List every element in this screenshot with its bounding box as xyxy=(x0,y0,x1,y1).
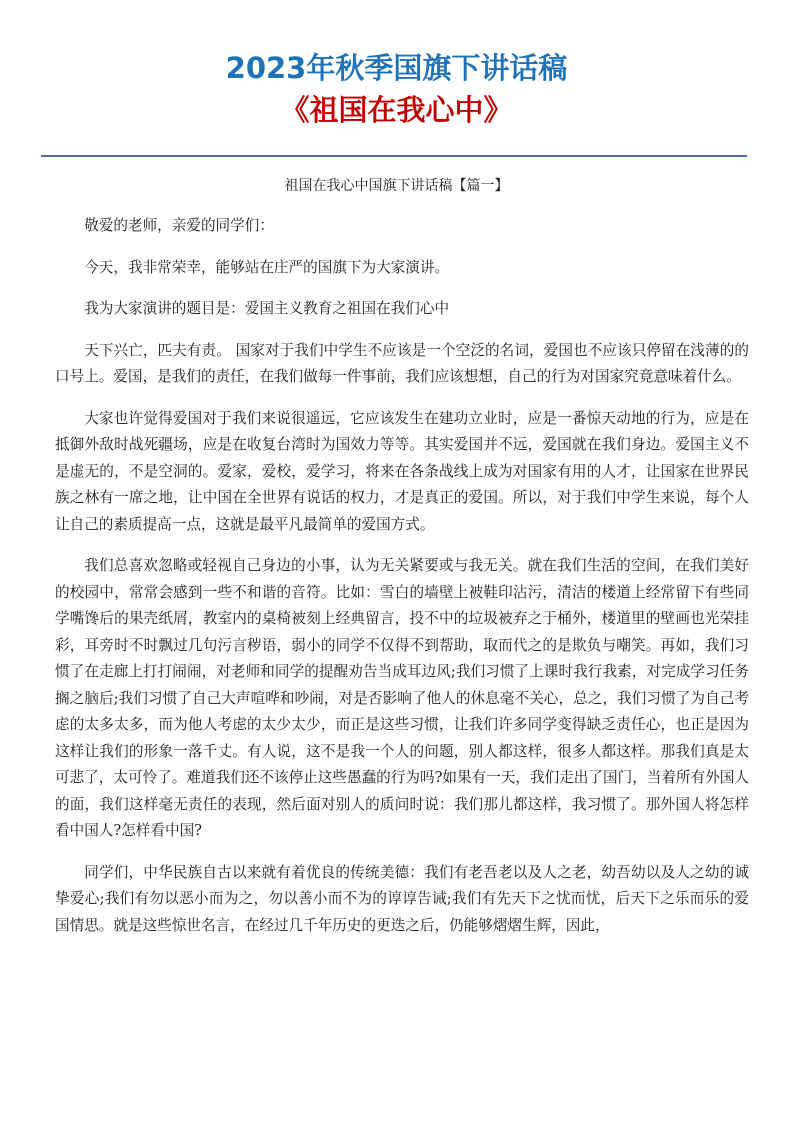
title-divider xyxy=(41,155,747,157)
paragraph-topic: 我为大家演讲的题目是：爱国主义教育之祖国在我们心中 xyxy=(84,300,450,317)
section-heading: 祖国在我心中国旗下讲话稿【篇一】 xyxy=(284,178,509,194)
paragraph-body: 我们总喜欢忽略或轻视自己身边的小事，认为无关紧要或与我无关。就在我们生活的空间，在我们美好的校园中，常常会感到一些不和谐的音符。比如：雪白的墙壁上被鞋印沾污，清洁的楼道上经常留下有些同学嘴馋后的果壳纸屑，教室内的桌椅被刻上经典留言，投不中的垃圾被弃之于桶外，楼道里的壁画也光荣挂彩，耳旁时不时飘过几句污言秽语，弱小的同学不仅得不到帮助，取而代之的是欺负与嘲笑。再如，我们习惯了在走廊上打打闹闹，对老师和同学的提醒劝告当成耳边风;我们习惯了上课时我行我素，对完成学习任务搁之脑后;我们习惯了自己大声喧哗和吵闹，对是否影响了他人的休息毫不关心，总之，我们习惯了为自己考虑的太多太多，而为他人考虑的太少太少，而正是这些习惯，让我们许多同学变得缺乏责任心，也正是因为这样让我们的形象一落千丈。有人说，这不是我一个人的问题，别人都这样，很多人都这样。那我们真是太可悲了，太可怜了。难道我们还不该停止这些愚蠢的行为吗?如果有一天，我们走出了国门，当着所有外国人的面，我们这样毫无责任的表现，然后面对别人的质问时说：我们那儿都这样，我习惯了。那外国人将怎样看中国人?怎样看中国? xyxy=(55,557,749,839)
document-title: 2023年秋季国旗下讲话稿 xyxy=(225,51,568,85)
paragraph-intro: 今天，我非常荣幸，能够站在庄严的国旗下为大家演讲。 xyxy=(84,258,450,276)
document-body xyxy=(55,213,749,954)
paragraph-body: 同学们，中华民族自古以来就有着优良的传统美德：我们有老吾老以及人之老，幼吾幼以及人之幼的诚挚爱心;我们有勿以恶小而为之，勿以善小而不为的谆谆告诫;我们有先天下之忧而忧，后天下之乐而乐的爱国情思。就是这些惊世名言，在经过几千年历史的更迭之后，仍能够熠熠生辉，因此， xyxy=(55,863,749,934)
document-subtitle-red: 《祖国在我心中》 xyxy=(280,93,513,127)
paragraph-body: 天下兴亡，匹夫有责。 国家对于我们中学生不应该是一个空泛的名词，爱国也不应该只停留在浅薄的的口号上。爱国，是我们的责任，在我们做每一件事前，我们应该想想，自己的行为对国家究竟意味着什么。 xyxy=(55,341,749,385)
paragraph-body: 大家也许觉得爱国对于我们来说很遥远，它应该发生在建功立业时，应是一番惊天动地的行为，应是在抵御外敌时战死疆场，应是在收复台湾时为国效力等等。其实爱国并不远，爱国就在我们身边。爱国主义不是虚无的，不是空洞的。爱家，爱校，爱学习，将来在各条战线上成为对国家有用的人才，让国家在世界民族之林有一席之地，让中国在全世界有说话的权力，才是真正的爱国。所以，对于我们中学生来说，每个人让自己的素质提高一点，这就是最平凡最简单的爱国方式。 xyxy=(55,409,749,533)
paragraph-greeting: 敬爱的老师，亲爱的同学们： xyxy=(84,217,274,234)
